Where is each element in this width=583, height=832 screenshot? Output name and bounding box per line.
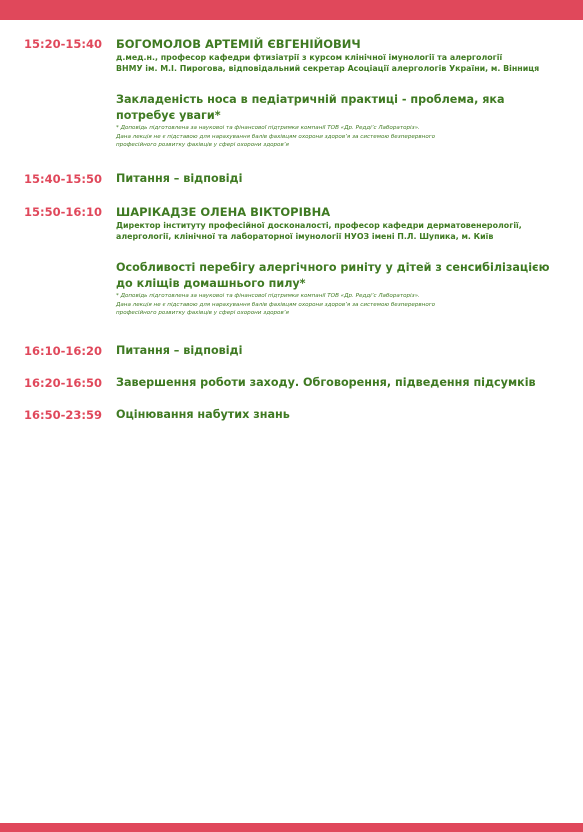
note-line: Дана лекція не є підставою для нарахування балів фахівцям охорони здоров’я за системою безперервного xyxy=(116,133,436,140)
role-line: ВНМУ ім. М.І. Пирогова, відповідальний секретар Асоціації алергологів України, м. Вінниця xyxy=(116,64,540,73)
talk-title-line: Особливості перебігу алергічного риніту у дітей з сенсибілізацією xyxy=(116,261,550,274)
talk-title xyxy=(116,260,578,292)
role-line: Директор інституту професійної досконалості, професор кафедри дерматовенерології, xyxy=(116,221,522,230)
sponsor-note xyxy=(116,292,578,318)
note-line: професійного розвитку фахівців у сфері охорони здоров’я xyxy=(116,310,289,316)
item-content xyxy=(116,172,578,186)
note-line: Дана лекція не є підставою для нарахування балів фахівцям охорони здоров’я за системою безперервного xyxy=(116,301,436,308)
item-title: Питання – відповіді xyxy=(116,344,243,357)
session-content xyxy=(116,205,578,318)
talk-title-line: до кліщів домашнього пилу* xyxy=(116,277,306,290)
sponsor-note xyxy=(116,124,578,150)
item-content xyxy=(116,376,578,390)
speaker-name: БОГОМОЛОВ АРТЕМІЙ ЄВГЕНІЙОВИЧ xyxy=(116,37,361,51)
talk-title-line: Закладеність носа в педіатричній практиці - проблема, яка xyxy=(116,93,505,106)
session-time: 15:50-16:10 xyxy=(24,205,102,219)
item-title: Оцінювання набутих знань xyxy=(116,408,290,421)
note-line: професійного розвитку фахівців у сфері охорони здоров’я xyxy=(116,142,289,148)
role-line: д.мед.н., професор кафедри фтизіатрії з курсом клінічної імунології та алергології xyxy=(116,53,503,62)
item-time: 15:40-15:50 xyxy=(24,172,102,186)
item-time: 16:20-16:50 xyxy=(24,376,102,390)
role-line: алергології, клінічної та лабораторної імунології НУОЗ імені П.Л. Шупика, м. Київ xyxy=(116,232,494,241)
item-time: 16:10-16:20 xyxy=(24,344,102,358)
item-title: Питання – відповіді xyxy=(116,172,243,185)
note-line: * Доповідь підготовлена за науковоі та фінансової підтримки компанії ТОВ «Др. Редді’с Лабораторіз». xyxy=(116,293,420,299)
item-content xyxy=(116,344,578,358)
speaker-role xyxy=(116,52,578,74)
talk-title-line: потребує уваги* xyxy=(116,109,221,122)
top-accent-bar xyxy=(0,0,583,20)
speaker-role xyxy=(116,220,578,242)
note-line: * Доповідь підготовлена за науковоі та фінансової підтримки компанії ТОВ «Др. Редді’с Лабораторіз». xyxy=(116,125,420,131)
item-time: 16:50-23:59 xyxy=(24,408,102,422)
bottom-accent-bar xyxy=(0,823,583,832)
talk-title xyxy=(116,92,578,124)
session-time: 15:20-15:40 xyxy=(24,37,102,51)
speaker-name: ШАРІКАДЗЕ ОЛЕНА ВІКТОРІВНА xyxy=(116,205,331,219)
item-content xyxy=(116,408,578,422)
item-title: Завершення роботи заходу. Обговорення, підведення підсумків xyxy=(116,376,536,389)
session-content xyxy=(116,37,578,150)
